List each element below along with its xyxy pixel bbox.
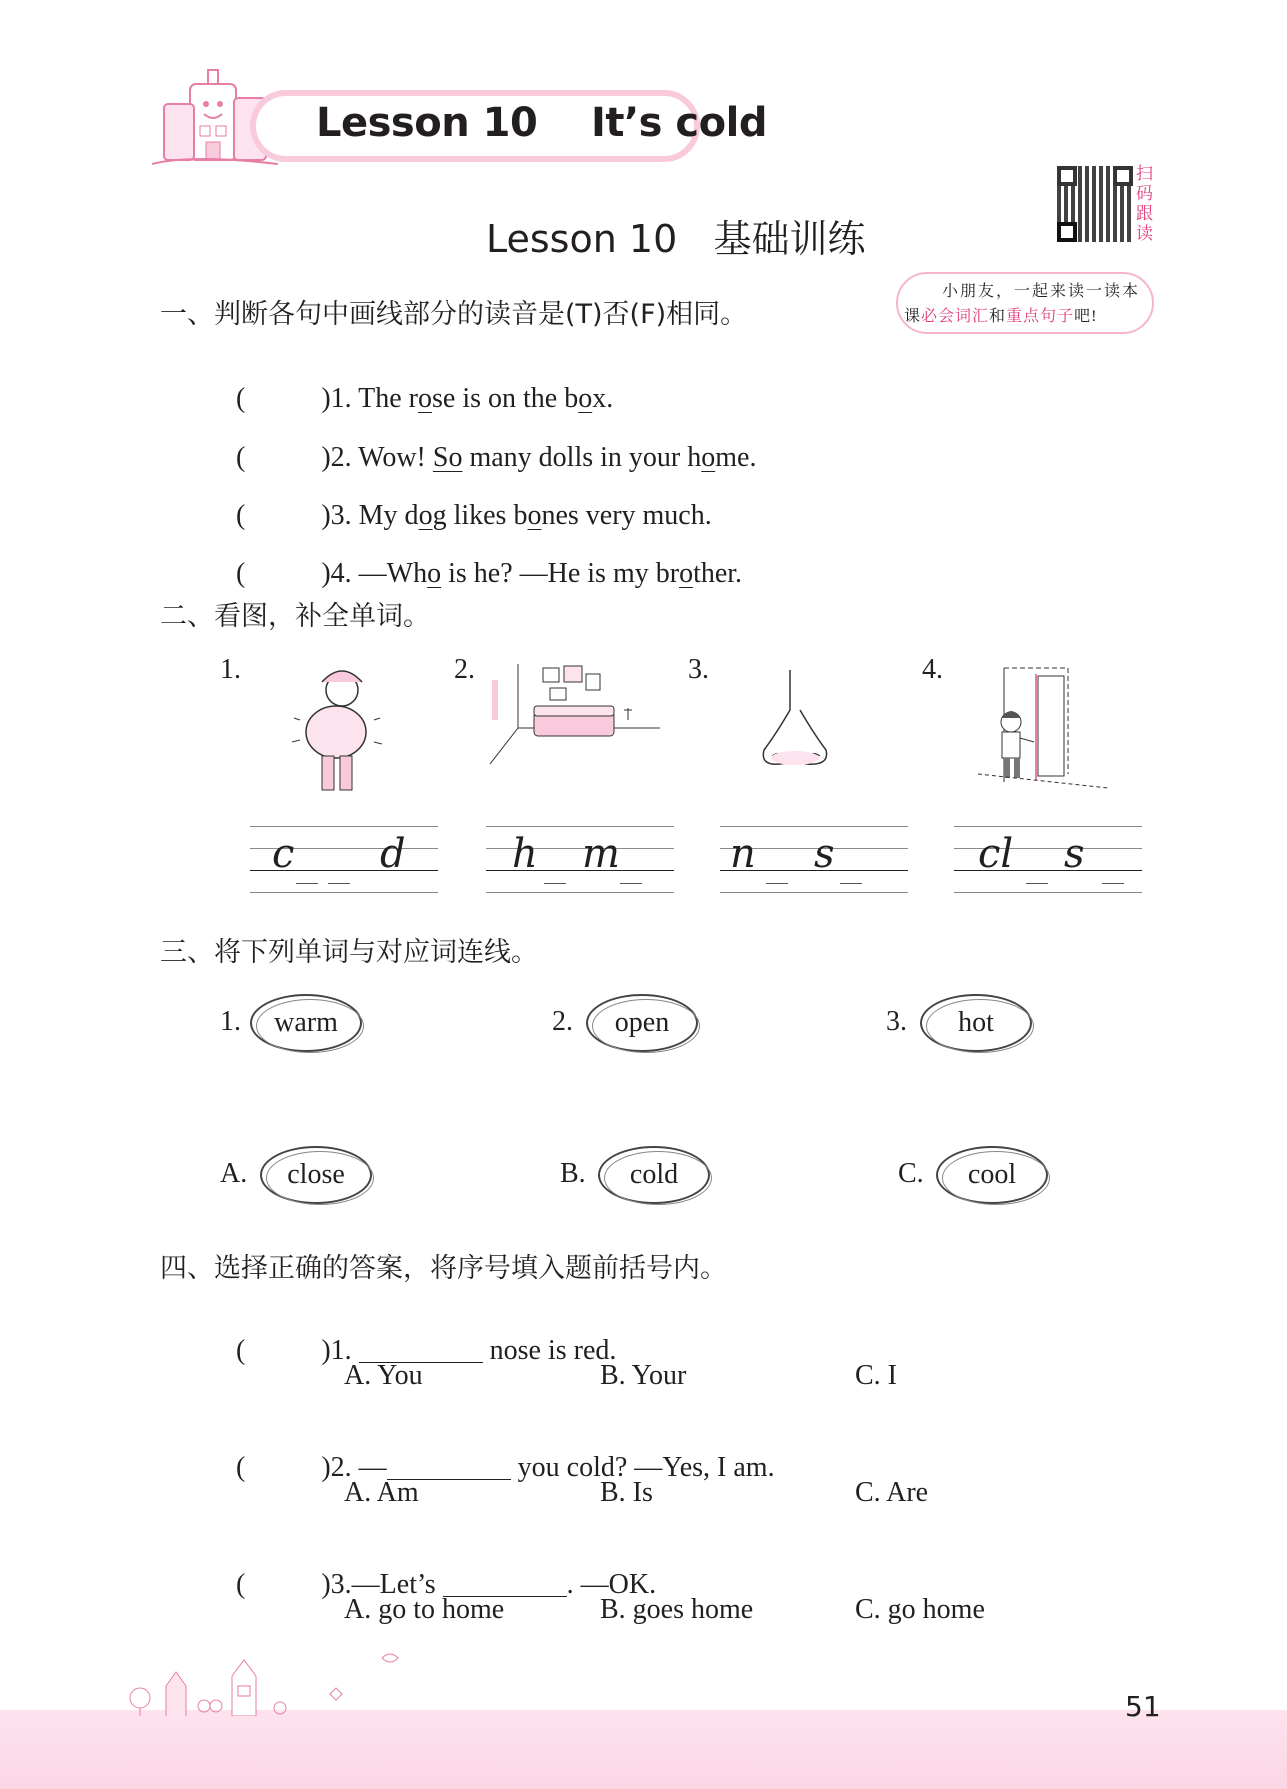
cloud-text-line1: 小朋友，一起来读一读本 <box>942 283 1141 300</box>
section-subtitle: Lesson 10 基础训练 <box>486 217 866 261</box>
s1-question-1 <box>222 351 613 415</box>
match-label: B. <box>560 1158 586 1189</box>
writing-grid-3[interactable] <box>720 826 908 892</box>
cloud-mid: 和 <box>989 308 1007 325</box>
word: open <box>614 1007 670 1038</box>
text-part: —Wh <box>351 558 428 589</box>
given-letter: n <box>730 831 756 877</box>
footer-town-icon <box>120 1646 420 1721</box>
s4-option[interactable]: B. Your <box>600 1360 687 1391</box>
text-part: is he? —He is my br <box>441 558 680 589</box>
underlined-letter: o <box>418 500 433 531</box>
writing-grid-1[interactable] <box>250 826 438 892</box>
answer-bracket[interactable]: ( <box>236 442 246 473</box>
given-letter: s <box>1064 831 1085 877</box>
answer-bracket[interactable]: ( <box>236 383 246 414</box>
answer-bracket[interactable]: ( <box>236 558 246 589</box>
text-part: My d <box>351 500 419 531</box>
section1-heading: 一、判断各句中画线部分的读音是(T)否(F)相同。 <box>160 299 748 330</box>
picture-number: 3. <box>688 654 709 685</box>
s4-option[interactable]: A. You <box>344 1360 423 1391</box>
underlined-letter: o <box>679 558 694 589</box>
text-part: —Let’s <box>351 1569 436 1600</box>
text-part: nes very much. <box>541 500 712 531</box>
text-part: me. <box>715 442 757 473</box>
cold-child-icon <box>292 660 382 805</box>
word-oval-warm[interactable] <box>250 994 362 1052</box>
text-part: ther. <box>693 558 743 589</box>
s4-option[interactable]: C. I <box>855 1360 897 1391</box>
qr-label: 扫码跟读 <box>1136 164 1153 244</box>
word: warm <box>274 1007 338 1038</box>
s4-option[interactable]: A. Am <box>344 1477 419 1508</box>
cloud-suffix: 吧! <box>1074 308 1098 325</box>
underlined-letter: o <box>578 383 593 414</box>
text-part: se is on the b <box>432 383 579 414</box>
underlined-letter: o <box>427 558 442 589</box>
text-part: many dolls in your h <box>462 442 702 473</box>
living-room-icon <box>488 660 663 775</box>
question-number: )3. <box>321 500 352 531</box>
s4-option[interactable]: C. go home <box>855 1594 985 1625</box>
given-letter: h <box>512 831 538 877</box>
match-label: 2. <box>552 1006 573 1037</box>
answer-bracket[interactable]: ( <box>236 1569 246 1600</box>
answer-bracket[interactable]: ( <box>236 1335 246 1366</box>
writing-grid-4[interactable] <box>954 826 1142 892</box>
question-number: )3. <box>321 1569 352 1600</box>
word: hot <box>958 1007 994 1038</box>
word: cold <box>629 1159 679 1190</box>
match-label: C. <box>898 1158 924 1189</box>
match-label: 3. <box>886 1006 907 1037</box>
text-part: — <box>358 1452 387 1483</box>
footer-band <box>0 1710 1287 1789</box>
word-oval-close[interactable] <box>260 1146 372 1204</box>
match-label: 1. <box>220 1006 241 1037</box>
writing-grid-2[interactable] <box>486 826 674 892</box>
answer-blank[interactable] <box>359 1334 483 1363</box>
s4-question-3 <box>222 1536 656 1601</box>
nose-icon <box>750 670 840 775</box>
given-letter: d <box>380 831 406 877</box>
answer-blank[interactable] <box>443 1568 567 1597</box>
answer-bracket[interactable]: ( <box>236 500 246 531</box>
s4-option[interactable]: A. go to home <box>344 1594 505 1625</box>
section3-heading: 三、将下列单词与对应词连线。 <box>160 937 538 968</box>
s1-question-4 <box>222 526 742 590</box>
given-letter: cl <box>978 831 1014 877</box>
underlined-letter: o <box>418 383 433 414</box>
picture-number: 4. <box>922 654 943 685</box>
lesson-title: Lesson 10 It’s cold <box>316 100 767 146</box>
door-boy-icon <box>976 664 1116 799</box>
word-oval-cool[interactable] <box>936 1146 1048 1204</box>
s4-question-1 <box>222 1302 616 1367</box>
question-number: )4. <box>321 558 352 589</box>
answer-blank[interactable] <box>387 1451 511 1480</box>
s4-option[interactable]: C. Are <box>855 1477 929 1508</box>
answer-bracket[interactable]: ( <box>236 1452 246 1483</box>
word: close <box>287 1159 345 1190</box>
s1-question-3 <box>222 468 712 532</box>
question-number: )2. <box>321 1452 352 1483</box>
underlined-letter: o <box>527 500 542 531</box>
text-part: you cold? —Yes, I am. <box>517 1452 775 1483</box>
text-part: . —OK. <box>566 1569 657 1600</box>
match-label: A. <box>220 1158 248 1189</box>
word-oval-cold[interactable] <box>598 1146 710 1204</box>
cloud-highlight-vocab: 必会词汇 <box>921 308 990 325</box>
word: cool <box>967 1159 1017 1190</box>
given-letter: s <box>814 831 835 877</box>
section4-heading: 四、选择正确的答案，将序号填入题前括号内。 <box>160 1253 727 1284</box>
given-letter: c <box>272 831 295 877</box>
text-part: The r <box>351 383 419 414</box>
cloud-text-line2 <box>904 303 1097 326</box>
given-letter: m <box>582 831 620 877</box>
question-number: )1. <box>321 1335 352 1366</box>
s1-question-2 <box>222 410 756 474</box>
cloud-prefix: 课 <box>904 308 922 325</box>
s4-option[interactable]: B. Is <box>600 1477 653 1508</box>
qr-corner-mark <box>1057 222 1077 242</box>
section2-heading: 二、看图，补全单词。 <box>160 601 430 632</box>
question-number: )1. <box>321 383 352 414</box>
s4-question-2 <box>222 1419 775 1484</box>
question-number: )2. <box>321 442 352 473</box>
picture-number: 1. <box>220 654 241 685</box>
text-part: g likes b <box>432 500 528 531</box>
word-oval-hot[interactable] <box>920 994 1032 1052</box>
cloud-highlight-sentences: 重点句子 <box>1006 308 1075 325</box>
picture-number: 2. <box>454 654 475 685</box>
text-part: nose is red. <box>489 1335 617 1366</box>
word-oval-open[interactable] <box>586 994 698 1052</box>
page-number: 51 <box>1125 1690 1161 1723</box>
s4-option[interactable]: B. goes home <box>600 1594 754 1625</box>
text-part: Wow! <box>351 442 433 473</box>
underlined-letter: So <box>432 442 463 473</box>
underlined-letter: o <box>701 442 716 473</box>
text-part: x. <box>592 383 614 414</box>
